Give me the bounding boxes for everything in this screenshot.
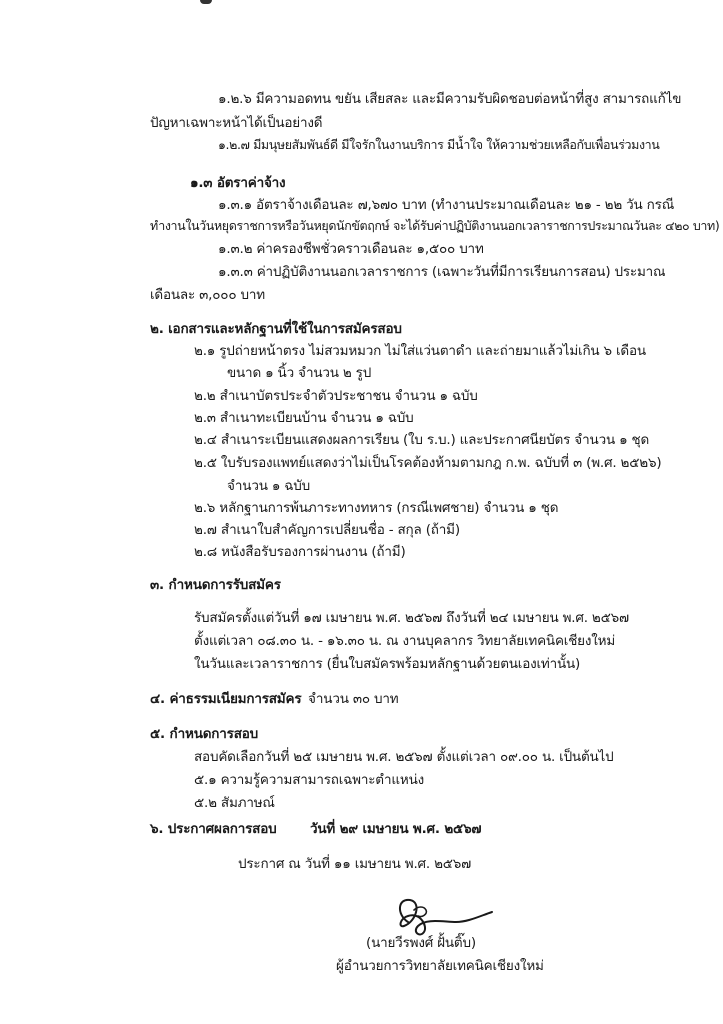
heading-1-3: ๑.๓ อัตราค่าจ้าง (190, 175, 286, 191)
item-3-line1: รับสมัครตั้งแต่วันที่ ๑๗ เมษายน พ.ศ. ๒๕๖๗ ถึงวันที่ ๒๔ เมษายน พ.ศ. ๒๕๖๗ (194, 610, 629, 626)
item-1-2-6-line2: ปัญหาเฉพาะหน้าได้เป็นอย่างดี (150, 115, 323, 131)
signer-name: (นายวีรพงศ์ ฝั้นติ๊บ) (366, 935, 476, 951)
item-5-line1: สอบคัดเลือกวันที่ ๒๕ เมษายน พ.ศ. ๒๕๖๗ ตั้งแต่เวลา ๐๙.๐๐ น. เป็นต้นไป (194, 749, 614, 765)
item-2-1-line1: ๒.๑ รูปถ่ายหน้าตรง ไม่สวมหมวก ไม่ใส่แว่นตาดำ และถ่ายมาแล้วไม่เกิน ๖ เดือน (194, 343, 646, 359)
item-1-3-1-line2: ทำงานในวันหยุดราชการหรือวันหยุดนักขัตฤกษ์ จะได้รับค่าปฏิบัติงานนอกเวลาราชการประมาณวันละ ๔๒๐ บาท) (150, 218, 720, 233)
item-5-1: ๕.๑ ความรู้ความสามารถเฉพาะตำแหน่ง (194, 772, 425, 788)
heading-4: ๔. ค่าธรรมเนียมการสมัคร (150, 691, 302, 707)
item-2-7: ๒.๗ สำเนาใบสำคัญการเปลี่ยนชื่อ - สกุล (ถ้ามี) (194, 522, 460, 538)
item-2-5-line1: ๒.๕ ใบรับรองแพทย์แสดงว่าไม่เป็นโรคต้องห้ามตามกฎ ก.พ. ฉบับที่ ๓ (พ.ศ. ๒๕๒๖) (194, 455, 662, 471)
heading-2: ๒. เอกสารและหลักฐานที่ใช้ในการสมัครสอบ (150, 321, 402, 337)
announcement-date: ประกาศ ณ วันที่ ๑๑ เมษายน พ.ศ. ๒๕๖๗ (238, 856, 472, 872)
signer-title: ผู้อำนวยการวิทยาลัยเทคนิคเชียงใหม่ (336, 958, 544, 974)
item-2-3: ๒.๓ สำเนาทะเบียนบ้าน จำนวน ๑ ฉบับ (194, 410, 414, 426)
item-1-3-2: ๑.๓.๒ ค่าครองชีพชั่วคราวเดือนละ ๑,๕๐๐ บาท (218, 241, 484, 257)
item-4-value: จำนวน ๓๐ บาท (308, 691, 399, 707)
item-1-3-3-line1: ๑.๓.๓ ค่าปฏิบัติงานนอกเวลาราชการ (เฉพาะวันที่มีการเรียนการสอน) ประมาณ (218, 264, 666, 280)
heading-5: ๕. กำหนดการสอบ (150, 726, 259, 742)
item-1-2-6-line1: ๑.๒.๖ มีความอดทน ขยัน เสียสละ และมีความรับผิดชอบต่อหน้าที่สูง สามารถแก้ไข (218, 91, 682, 107)
item-2-6: ๒.๖ หลักฐานการพ้นภาระทางทหาร (กรณีเพศชาย) จำนวน ๑ ชุด (194, 500, 559, 516)
item-5-2: ๕.๒ สัมภาษณ์ (194, 795, 275, 811)
heading-6: ๖. ประกาศผลการสอบ (150, 821, 277, 837)
item-2-5-line2: จำนวน ๑ ฉบับ (227, 478, 311, 494)
item-1-3-1-line1: ๑.๓.๑ อัตราจ้างเดือนละ ๗,๖๗๐ บาท (ทำงานประมาณเดือนละ ๒๑ - ๒๒ วัน กรณี (218, 197, 675, 213)
item-2-1-line2: ขนาด ๑ นิ้ว จำนวน ๒ รูป (227, 365, 372, 381)
item-2-2: ๒.๒ สำเนาบัตรประจำตัวประชาชน จำนวน ๑ ฉบับ (194, 388, 478, 404)
item-1-2-7: ๑.๒.๗ มีมนุษยสัมพันธ์ดี มีใจรักในงานบริการ มีน้ำใจ ให้ความช่วยเหลือกับเพื่อนร่วมงาน (218, 137, 660, 152)
item-6-value: วันที่ ๒๙ เมษายน พ.ศ. ๒๕๖๗ (310, 821, 482, 837)
heading-3: ๓. กำหนดการรับสมัคร (150, 577, 281, 593)
item-2-4: ๒.๔ สำเนาระเบียนแสดงผลการเรียน (ใบ ร.บ.) และประกาศนียบัตร จำนวน ๑ ชุด (194, 432, 650, 448)
scan-mark (200, 0, 212, 4)
item-1-3-3-line2: เดือนละ ๓,๐๐๐ บาท (150, 287, 265, 303)
item-3-line2: ตั้งแต่เวลา ๐๘.๓๐ น. - ๑๖.๓๐ น. ณ งานบุคลากร วิทยาลัยเทคนิคเชียงใหม่ (194, 633, 616, 649)
item-2-8: ๒.๘ หนังสือรับรองการผ่านงาน (ถ้ามี) (194, 544, 406, 560)
item-3-line3: ในวันและเวลาราชการ (ยื่นใบสมัครพร้อมหลักฐานด้วยตนเองเท่านั้น) (194, 656, 581, 672)
